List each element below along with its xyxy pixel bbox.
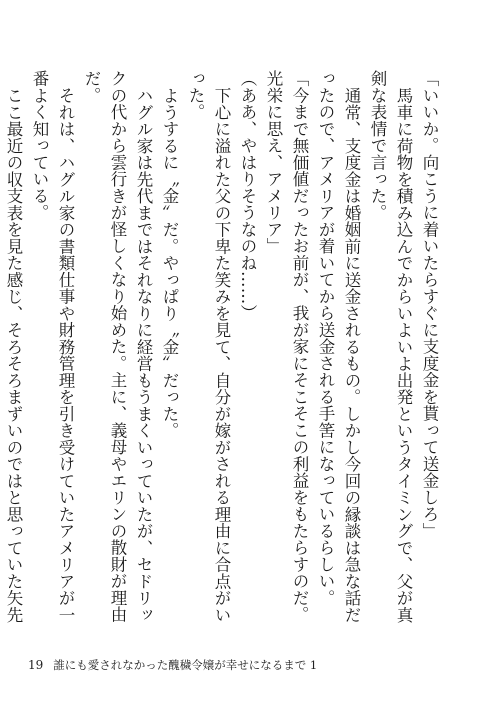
page-footer [28, 658, 317, 672]
text-line: 「いいか。向こうに着いたらすぐに支度金を貰って送金しろ」 [420, 70, 439, 539]
text-line: それは、ハグル家の書類仕事や財務管理を引き受けていたアメリアが一番よく知っている。 [30, 70, 75, 623]
text-line: ようするに〝金〟だ。やっぱり〝金〟だった。 [160, 86, 179, 439]
text-line: （ああ、やはりそうなのね……） [238, 70, 257, 322]
text-line: ハグル家は先代まではそれなりに経営もうまくいっていたが、セドリックの代から雲行きが怪しくなり始めた。主に、義母やエリンの散財が理由だ。 [82, 70, 153, 623]
text-line: 下心に溢れた父の下卑た笑みを見て、自分が嫁がされる理由に合点がいった。 [186, 70, 231, 623]
text-line: ここ最近の収支表を見た感じ、そろそろまずいのではと思っていた矢先 [4, 86, 23, 623]
text-line: 馬車に荷物を積み込んでからいよいよ出発というタイミングで、父が真剣な表情で言った。 [368, 70, 413, 623]
text-line: 通常、支度金は婚姻前に送金されるもの。しかし今回の縁談は急な話だったので、アメリアが着いてから送金される手筈になっているらしい。 [316, 70, 361, 623]
running-book-title: 誰にも愛されなかった醜穢令嬢が幸せになるまで 1 [53, 658, 318, 672]
vertical-text-body [4, 70, 442, 636]
text-line: 「今まで無価値だったお前が、我が家にそこそこの利益をもたらすのだ。光栄に思え、アメリア」 [264, 70, 309, 623]
page-number: 19 [28, 658, 44, 672]
